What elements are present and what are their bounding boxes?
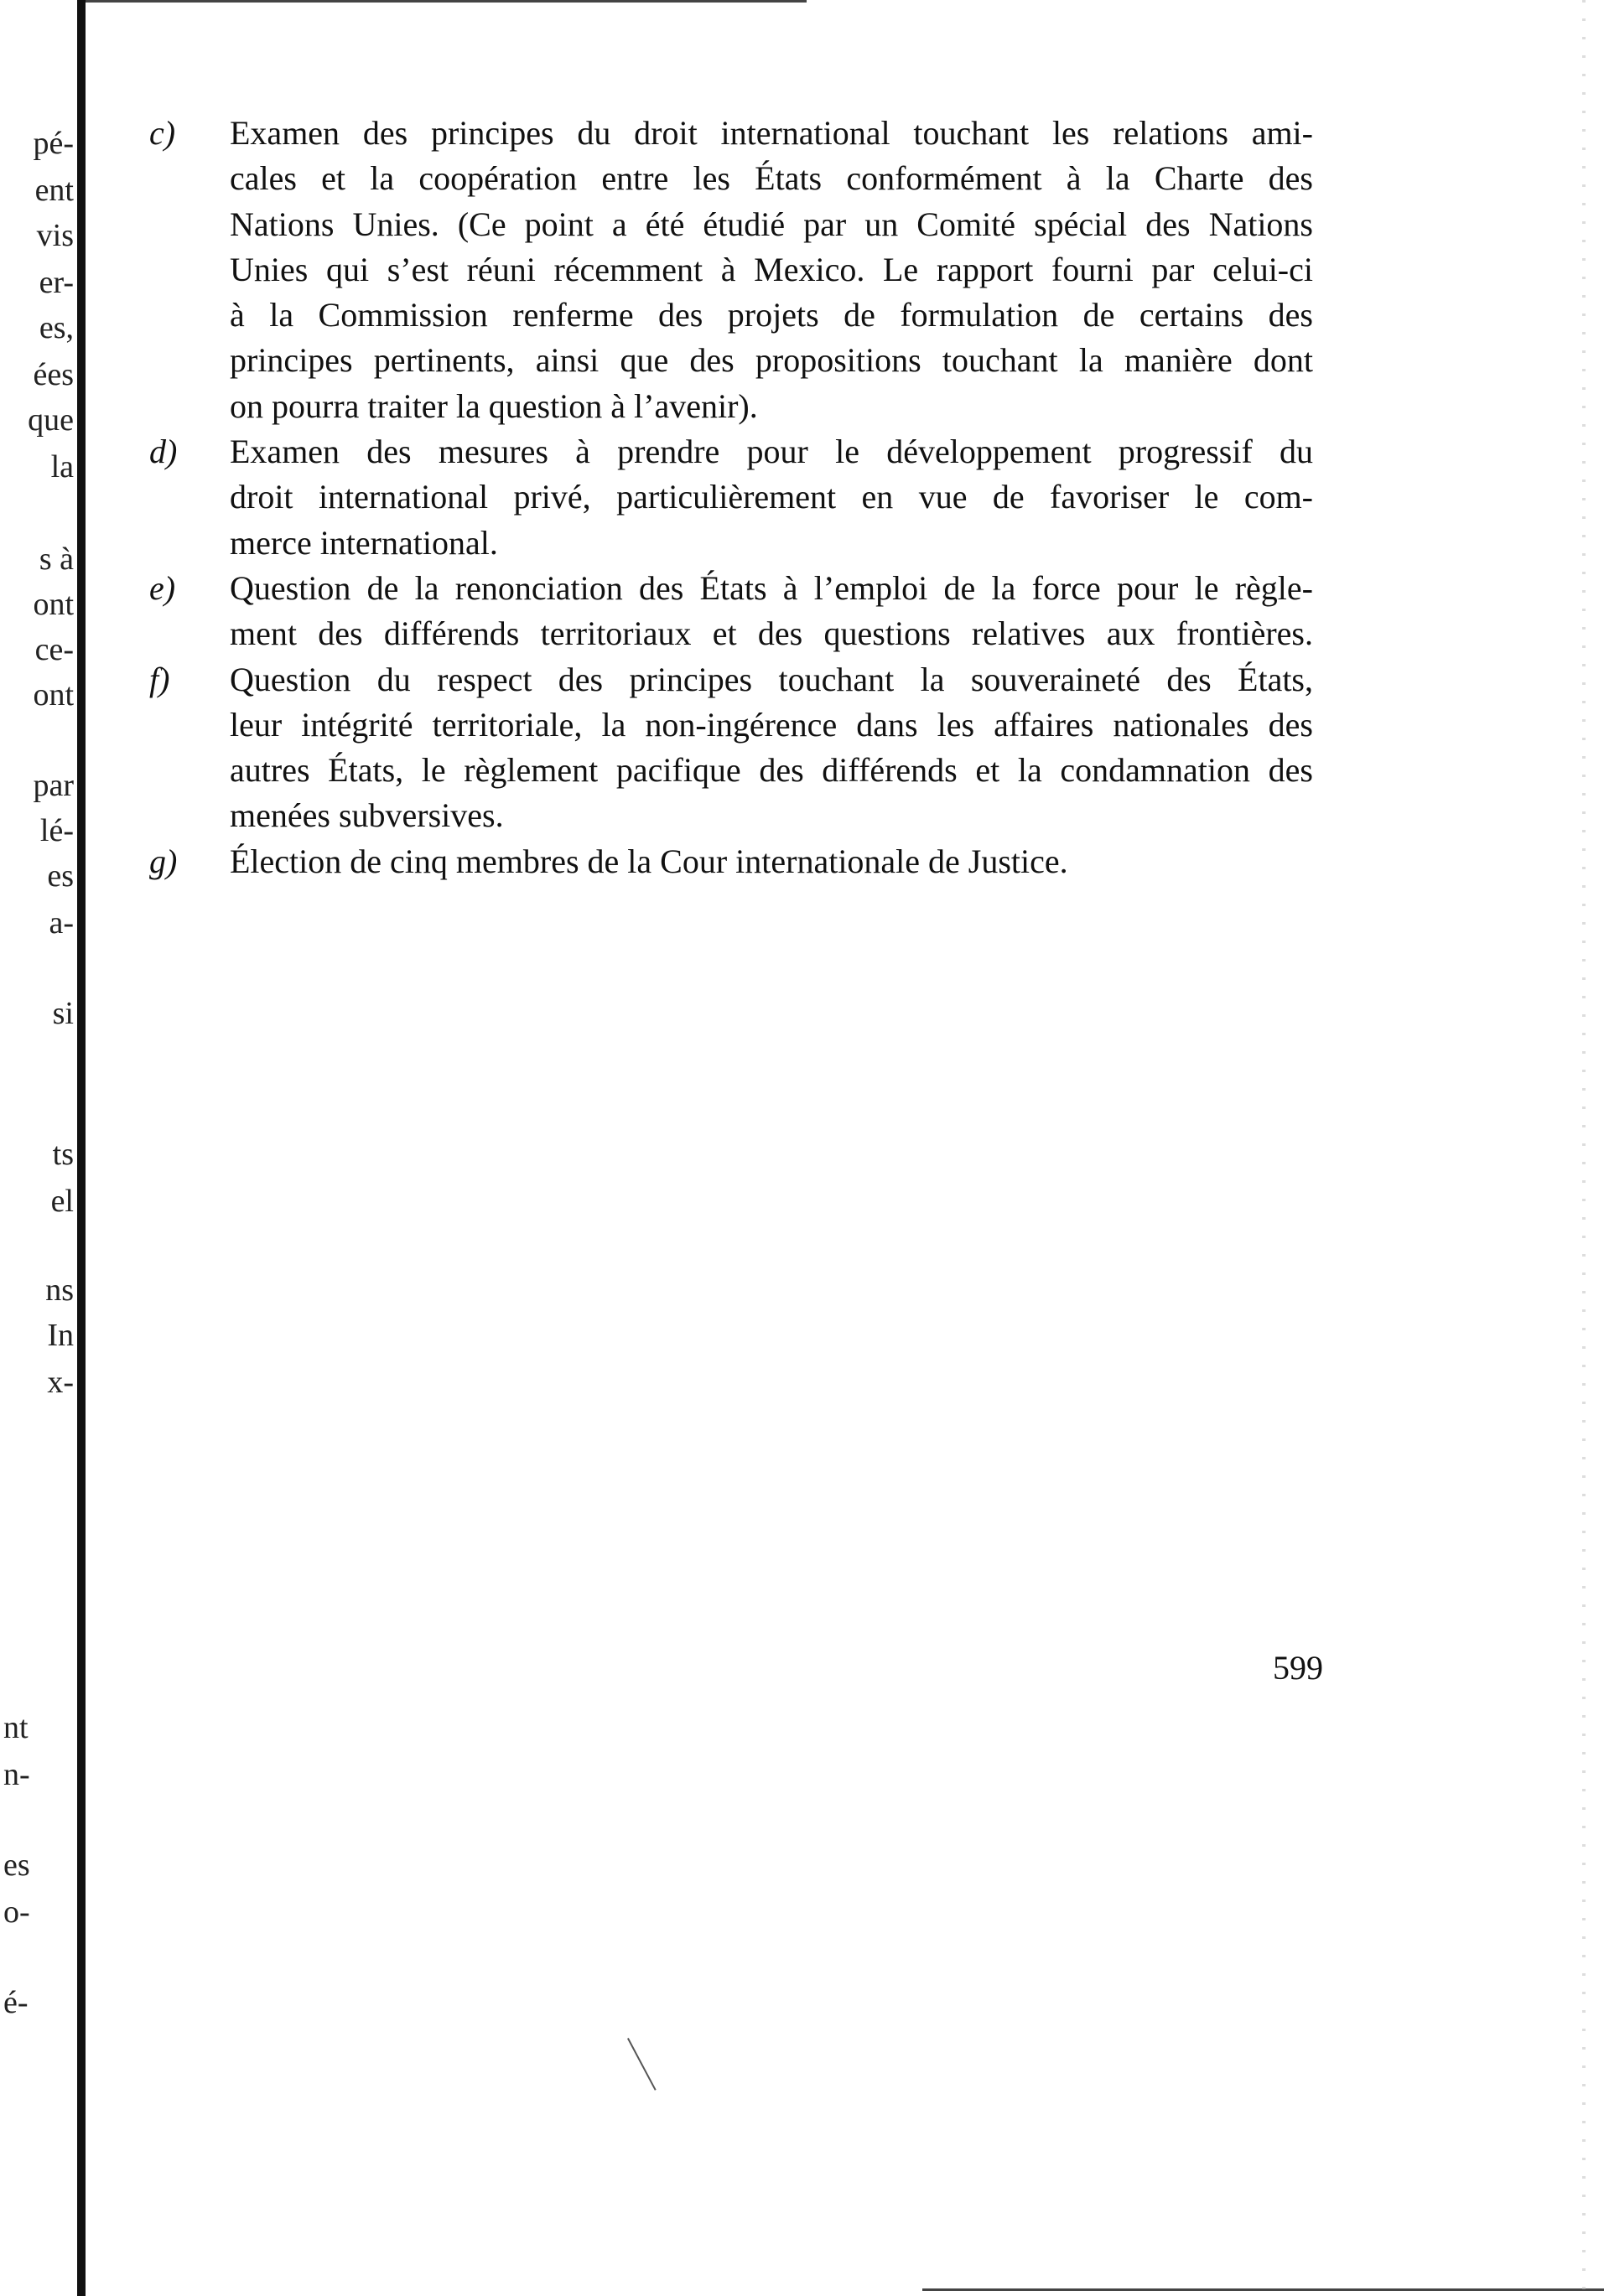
agenda-item-f (143, 657, 1316, 839)
margin-fragment: par (33, 768, 74, 803)
item-label: d) (149, 433, 178, 471)
pen-stroke-mark (627, 2038, 657, 2091)
margin-fragment: ce- (34, 632, 74, 667)
item-label: c) (149, 114, 176, 152)
margin-fragment: la (50, 449, 74, 485)
margin-fragment: nt (3, 1710, 29, 1745)
margin-fragment: que (28, 402, 74, 438)
margin-fragment: é- (3, 1985, 29, 2020)
page-number: 599 (1273, 1649, 1323, 1687)
item-text (230, 429, 1313, 566)
text-line: Question du respect des principes touchant la souveraineté des États, (230, 660, 1313, 698)
item-text (230, 111, 1313, 429)
facing-page-margin (0, 0, 74, 2296)
margin-fragment: ées (33, 357, 74, 392)
text-line: Nations Unies. (Ce point a été étudié par un Comité spécial des Nations (230, 205, 1313, 243)
agenda-item-d (143, 429, 1316, 566)
margin-fragment: pé- (33, 126, 74, 161)
item-text (230, 657, 1313, 839)
item-text (230, 566, 1313, 657)
margin-fragment: x- (47, 1365, 74, 1400)
bottom-edge-line (922, 2288, 1604, 2291)
text-line: merce international. (230, 523, 498, 562)
text-line: Examen des principes du droit international touchant les relations ami- (230, 114, 1313, 152)
margin-fragment: ent (34, 173, 74, 208)
text-line: Unies qui s’est réuni récemment à Mexico. Le rapport fourni par celui-ci (230, 250, 1313, 288)
margin-fragment: ont (33, 677, 74, 713)
margin-fragment: o- (3, 1894, 30, 1930)
text-line: Examen des mesures à prendre pour le développement progressif du (230, 433, 1313, 471)
margin-fragment: si (52, 996, 74, 1031)
text-line: ment des différends territoriaux et des questions relatives aux frontières. (230, 614, 1313, 653)
text-line: leur intégrité territoriale, la non-ingérence dans les affaires nationales des (230, 705, 1313, 744)
text-line: on pourra traiter la question à l’avenir). (230, 386, 758, 425)
margin-fragment: er- (39, 265, 74, 300)
top-edge-line (86, 0, 807, 3)
margin-fragment: es (3, 1848, 30, 1883)
agenda-item-list (143, 111, 1316, 884)
margin-fragment: s à (39, 542, 74, 577)
margin-fragment: es, (39, 310, 74, 345)
agenda-item-g (143, 839, 1316, 884)
item-text (230, 839, 1313, 884)
item-label: e) (149, 568, 176, 607)
margin-fragment: In (47, 1318, 74, 1353)
agenda-item-c (143, 111, 1316, 429)
margin-fragment: ont (33, 587, 74, 622)
text-line: à la Commission renferme des projets de formulation de certains des (230, 296, 1313, 334)
text-line: cales et la coopération entre les États conformément à la Charte des (230, 159, 1313, 198)
margin-fragment: ns (45, 1272, 74, 1308)
margin-fragment: n- (3, 1757, 30, 1792)
margin-fragment: es (47, 858, 74, 894)
scan-noise (1582, 0, 1586, 2296)
agenda-item-e (143, 566, 1316, 657)
binding-shadow (77, 0, 86, 2296)
text-line: autres États, le règlement pacifique des différends et la condamnation des (230, 751, 1313, 790)
text-line: Élection de cinq membres de la Cour internationale de Justice. (230, 842, 1068, 880)
margin-fragment: a- (49, 905, 74, 941)
margin-fragment: vis (36, 218, 74, 253)
text-line: droit international privé, particulièrement en vue de favoriser le com- (230, 478, 1313, 516)
text-line: principes pertinents, ainsi que des propositions touchant la manière dont (230, 341, 1313, 380)
margin-fragment: ts (52, 1137, 74, 1172)
text-line: Question de la renonciation des États à l’emploi de la force pour le règle- (230, 568, 1313, 607)
text-line: menées subversives. (230, 796, 504, 835)
margin-fragment: lé- (39, 813, 74, 848)
margin-fragment: el (50, 1184, 74, 1219)
item-label: f) (149, 660, 170, 698)
item-label: g) (149, 842, 178, 880)
